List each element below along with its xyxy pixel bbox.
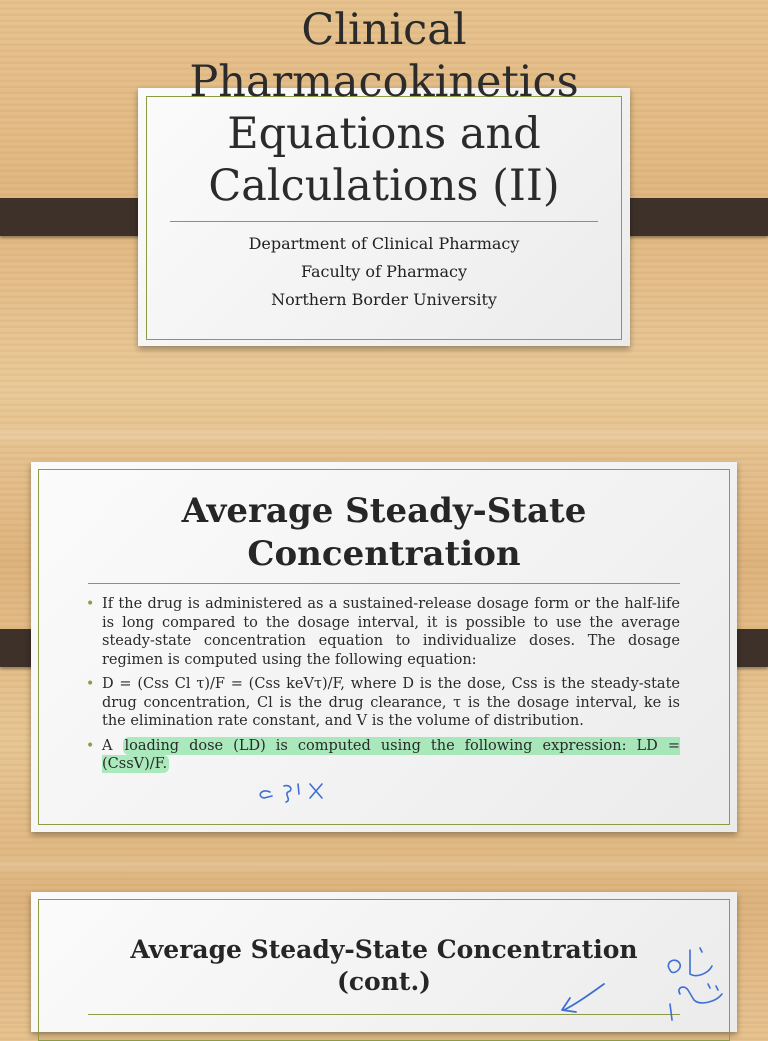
slide1-title-line: Clinical xyxy=(301,5,467,55)
slide-separator xyxy=(0,425,768,445)
slide1-title-line: Equations and xyxy=(227,109,541,159)
bullet-text-prefix: A xyxy=(102,737,123,754)
handwritten-arrow-icon xyxy=(556,978,612,1018)
list-item xyxy=(86,737,680,774)
slide2-title-line: Average Steady-State xyxy=(181,491,587,531)
slide2-title-line: Concentration xyxy=(247,534,521,574)
slide1-subtitle xyxy=(146,230,622,314)
highlighted-text: loading dose (LD) is computed using the following expression: LD = (CssV)/F. xyxy=(102,737,680,772)
slide3-title xyxy=(40,934,728,998)
slide-separator xyxy=(0,855,768,875)
bullet-text: D = (Css Cl τ)/F = (Css keVτ)/F, where D is the dose, Css is the steady-state drug concentration, Cl is the drug clearance, τ is the dosage interval, ke is the elimination rate constant, and V is the volume of distribution. xyxy=(102,676,680,729)
slide1-title-rule xyxy=(170,221,598,222)
slide1-title xyxy=(0,4,768,212)
slide2-title-rule xyxy=(88,583,680,584)
department-line: Department of Clinical Pharmacy xyxy=(248,234,520,253)
slide3-title-line: Average Steady-State Concentration xyxy=(130,935,638,964)
handwritten-annotation-icon xyxy=(250,778,330,806)
university-line: Northern Border University xyxy=(271,290,497,309)
slide3-title-line: (cont.) xyxy=(337,967,431,996)
slide2-title xyxy=(40,490,728,576)
handwritten-arabic-note-icon xyxy=(660,940,740,1024)
slide1-title-line: Calculations (II) xyxy=(208,161,560,211)
list-item xyxy=(86,595,680,669)
list-item xyxy=(86,675,680,731)
slide2-bullet-list xyxy=(86,595,680,780)
faculty-line: Faculty of Pharmacy xyxy=(300,262,468,281)
slide1-title-line: Pharmacokinetics xyxy=(189,57,579,107)
bullet-text: If the drug is administered as a sustained-release dosage form or the half-life is long compared to the dosage interval, it is possible to use the average steady-state concentration equation to individualize doses. The dosage regimen is computed using the following equation: xyxy=(102,596,680,668)
